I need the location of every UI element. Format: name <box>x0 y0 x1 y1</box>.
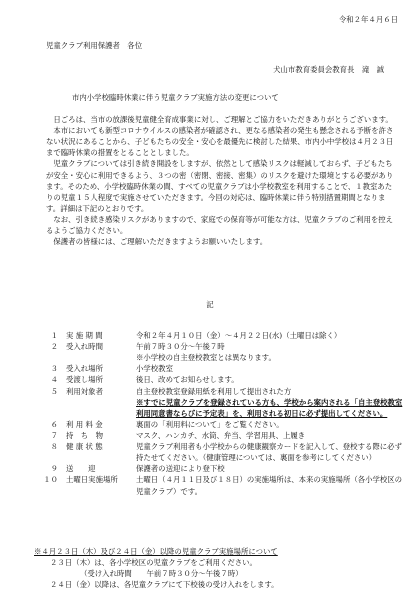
item-label: 実 施 期 間 <box>66 331 103 340</box>
footer-line: ２３日（木）は、各小学校区の児童クラブをご利用ください。 <box>50 558 257 568</box>
document-body <box>46 114 398 247</box>
item-number: ８ <box>50 442 58 452</box>
item-value <box>136 386 406 419</box>
body-paragraph: 児童クラブについては引き続き開設をしますが、依然として感染リスクは軽減しておらず、子どもたちが安全・安心に利用できるよう、３つの密（密閉、密接、密集）のリスクを避けた環境とする必要があります。そのため、小学校臨時休業の間、すべての児童クラブは小学校教室を利用することで、１教室あたりの児童１５人程度で実施させていただきます。今回の対応は、臨時休業に伴う特別措置期間となります。詳細は下記のとおりです。 <box>46 159 394 213</box>
item5-note: ※すでに児童クラブを登録されている方も、学校から案内される「自主登校教室 利用同意書ならびに予定表」を、利用される初日に必ず提出してください。 <box>136 397 403 418</box>
body-paragraph: 保護者の皆様には、ご理解いただきますようお願いいたします。 <box>53 237 268 247</box>
item-label: 受入れ場所 <box>66 364 103 374</box>
item-value: 後日、改めてお知らせします。 <box>136 375 239 385</box>
item-value: 土曜日（４月１１日及び１８日）の実施場所は、本来の実施場所（各小学校区の児童クラブ）です。 <box>136 475 403 496</box>
item-list <box>36 330 406 497</box>
list-item <box>36 363 406 374</box>
list-item <box>36 430 406 441</box>
list-item <box>36 341 406 363</box>
item-number: ３ <box>50 364 58 374</box>
item-number: ２ <box>50 342 58 352</box>
list-item <box>36 386 406 419</box>
footer-line: （受け入れ時間 午前７時３０分～午後７時） <box>80 569 243 579</box>
item-label: 土曜日実施場所 <box>66 475 118 485</box>
document-subject: 市内小学校臨時休業に伴う児童クラブ実施方法の変更について <box>72 93 279 102</box>
list-item <box>36 374 406 385</box>
document-date: 令和２年４月６日 <box>338 15 398 24</box>
item-number: ６ <box>50 419 58 429</box>
item-value-line: 自主登校教室登録用紙を利用して提出された方 <box>136 386 292 396</box>
list-item <box>36 474 406 496</box>
item-number: ４ <box>50 375 58 385</box>
list-item <box>36 463 406 474</box>
item-value <box>136 341 406 363</box>
item-number: ９ <box>50 464 58 474</box>
footer-title: ※４月２３日（木）及び２４日（金）以降の児童クラブ実施場所について <box>34 547 278 556</box>
recipient-line: 児童クラブ利用保護者 各位 <box>46 41 143 50</box>
sender-line: 犬山市教育委員会教育長 滝 誠 <box>273 65 384 74</box>
list-item <box>36 419 406 430</box>
ki-heading: 記 <box>206 300 214 309</box>
item-number: １０ <box>43 475 58 485</box>
item-label: 持 ち 物 <box>66 430 103 440</box>
item-label: 健 康 状 態 <box>66 442 103 452</box>
item-value: 保護者の送迎により登下校 <box>136 464 225 474</box>
footer-notice <box>34 546 406 590</box>
item-value: 裏面の「利用料について」をご覧ください。 <box>136 419 284 429</box>
body-paragraph: なお、引き続き感染リスクがありますので、家庭での保育等が可能な方は、児童クラブのご利用を控えるようご協力ください。 <box>46 214 394 236</box>
item-label: 利用対象者 <box>66 386 103 396</box>
list-item <box>36 330 406 341</box>
item-value: 児童クラブ利用者も小学校からの健康観察カードを記入して、登校する際に必ず持たせてください。（健康管理については、裏面を参考にしてください） <box>136 442 402 463</box>
item-value: マスク、ハンカチ、水筒、弁当、学習用具、上履き <box>136 430 306 440</box>
item-label: 受渡し場所 <box>66 375 103 385</box>
item-number: １ <box>50 331 58 340</box>
item-value: 令和２年４月１０日（金）～４月２２日(水)（土曜日は除く） <box>136 331 342 340</box>
body-paragraph: 本市においても新型コロナウイルスの感染者が確認され、更なる感染者の発生も懸念される予断を許さない状況にあることから、子どもたちの安全・安心を最優先に検討した結果、市内小中学校は４月２３日まで臨時休業の措置をとることとしました。 <box>46 126 394 158</box>
footer-line: ２４日（金）以降は、各児童クラブにて下校後の受け入れをします。 <box>50 580 279 590</box>
item-value-line: ※小学校の自主登校教室とは異なります。 <box>136 353 276 363</box>
item-value: 小学校教室 <box>136 364 173 374</box>
item-value-line: 午前７時３０分～午後７時 <box>136 342 225 352</box>
item-number: ５ <box>50 386 58 396</box>
body-paragraph: 日ごろは、当市の放課後児童健全育成事業に対し、ご理解とご協力をいただきありがとうございます。 <box>53 115 393 124</box>
item-label: 利 用 料 金 <box>66 419 103 429</box>
item-number: ７ <box>50 430 58 440</box>
list-item <box>36 441 406 463</box>
item-label: 受入れ時間 <box>66 342 103 352</box>
item-label: 送 迎 <box>66 464 96 474</box>
